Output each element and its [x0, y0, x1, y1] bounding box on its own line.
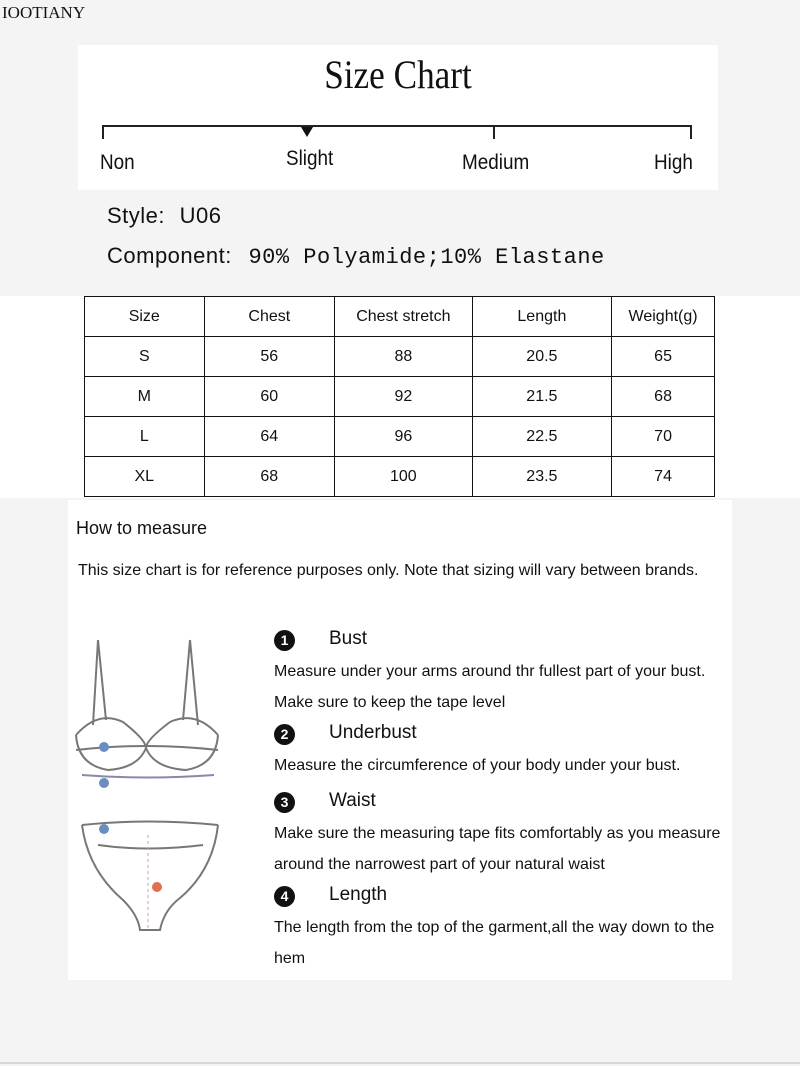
bikini-measure-illustration	[68, 630, 248, 960]
step-description: Make sure the measuring tape fits comfortably as you measure around the narrowest part of your natural waist	[274, 825, 721, 873]
stretch-marker-icon	[301, 127, 313, 137]
table-header-row	[85, 297, 715, 337]
table-cell: 92	[335, 377, 473, 417]
table-header-cell: Chest stretch	[335, 297, 473, 337]
table-cell: L	[85, 417, 205, 457]
stretch-scale-line	[102, 125, 692, 127]
step-number-icon: 1	[274, 630, 295, 651]
step-title: Length	[329, 884, 388, 905]
step-description: Measure the circumference of your body under your bust.	[274, 757, 681, 774]
table-header-cell: Length	[472, 297, 612, 337]
step-number-icon: 3	[274, 792, 295, 813]
table-cell: 22.5	[472, 417, 612, 457]
step-number-icon: 4	[274, 886, 295, 907]
table-row	[85, 377, 715, 417]
size-table	[84, 296, 715, 497]
table-header-cell: Size	[85, 297, 205, 337]
style-label: Style:	[107, 203, 166, 228]
table-cell: XL	[85, 457, 205, 497]
step-description: The length from the top of the garment,all the way down to the hem	[274, 919, 715, 967]
step-number-icon: 2	[274, 724, 295, 745]
style-line	[107, 203, 222, 229]
stretch-tick-high	[690, 125, 692, 139]
table-cell: 20.5	[472, 337, 612, 377]
how-to-measure-panel	[68, 500, 732, 980]
table-row	[85, 337, 715, 377]
stretch-label-high: High	[654, 151, 693, 174]
table-cell: 68	[204, 457, 335, 497]
table-cell: 23.5	[472, 457, 612, 497]
step-title: Underbust	[329, 722, 417, 743]
underbust-marker-icon	[99, 778, 109, 788]
bust-marker-icon	[99, 742, 109, 752]
stretch-label-non: Non	[100, 151, 135, 174]
table-cell: 56	[204, 337, 335, 377]
table-cell: 60	[204, 377, 335, 417]
table-header-cell: Weight(g)	[612, 297, 715, 337]
table-cell: M	[85, 377, 205, 417]
table-cell: 88	[335, 337, 473, 377]
table-cell: 96	[335, 417, 473, 457]
reference-note: This size chart is for reference purposes only. Note that sizing will vary between brands.	[78, 562, 699, 579]
component-label: Component:	[107, 243, 232, 268]
how-to-measure-title: How to measure	[76, 518, 208, 538]
size-table-panel	[0, 296, 800, 498]
style-value: U06	[179, 203, 222, 228]
size-chart-header	[78, 45, 718, 190]
stretch-tick-medium	[493, 125, 495, 139]
size-chart-title: Size Chart	[324, 52, 472, 97]
bottom-divider	[0, 1062, 800, 1064]
waist-marker-icon	[99, 824, 109, 834]
step-title: Bust	[329, 628, 368, 649]
stretch-tick-non	[102, 125, 104, 139]
table-row	[85, 457, 715, 497]
table-cell: 65	[612, 337, 715, 377]
step-title: Waist	[329, 790, 376, 811]
table-cell: 21.5	[472, 377, 612, 417]
stretch-label-slight: Slight	[286, 147, 334, 170]
table-cell: 64	[204, 417, 335, 457]
stretch-label-medium: Medium	[462, 151, 530, 174]
table-header-cell: Chest	[204, 297, 335, 337]
table-cell: S	[85, 337, 205, 377]
component-value: 90% Polyamide;10% Elastane	[248, 245, 605, 270]
brand-name: IOOTIANY	[2, 3, 86, 22]
component-line	[107, 243, 605, 270]
length-marker-icon	[152, 882, 162, 892]
table-row	[85, 417, 715, 457]
step-description: Measure under your arms around thr fullest part of your bust. Make sure to keep the tape level	[274, 663, 706, 711]
table-cell: 74	[612, 457, 715, 497]
table-cell: 68	[612, 377, 715, 417]
table-cell: 100	[335, 457, 473, 497]
table-cell: 70	[612, 417, 715, 457]
